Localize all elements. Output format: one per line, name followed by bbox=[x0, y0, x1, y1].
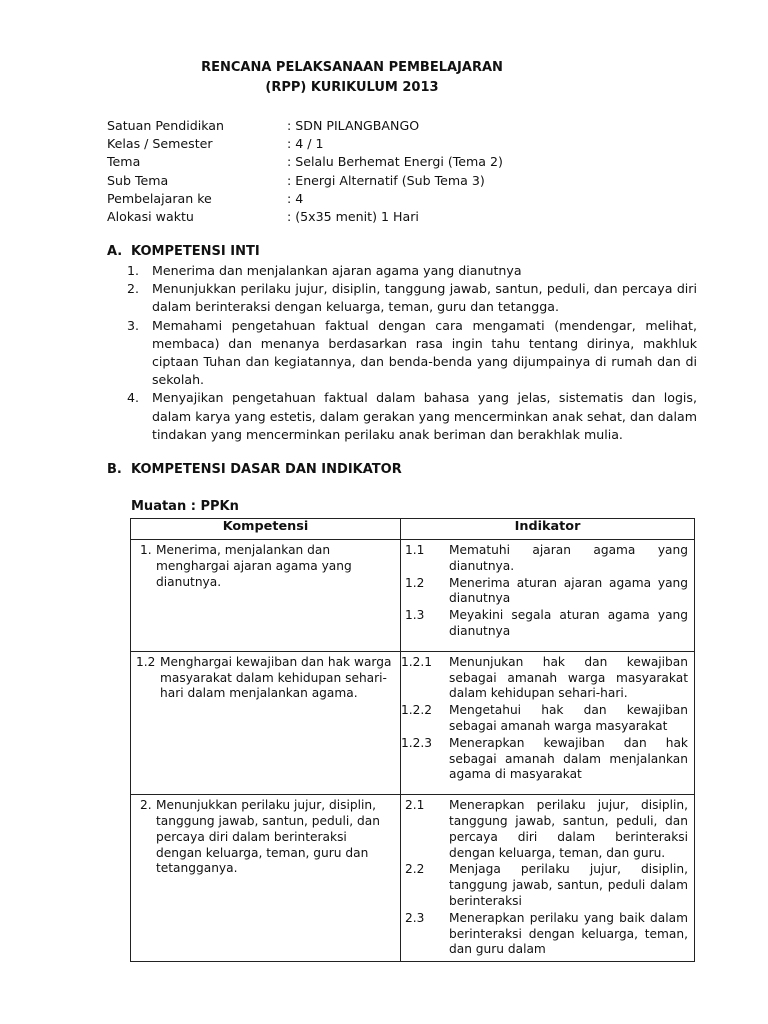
indikator-number: 1.3 bbox=[405, 608, 425, 623]
table-row bbox=[131, 540, 695, 652]
kompetensi-inti-list bbox=[127, 262, 697, 444]
list-item bbox=[127, 280, 697, 316]
list-item bbox=[127, 317, 697, 390]
indikator-item bbox=[405, 543, 688, 575]
table-header-row bbox=[131, 519, 695, 540]
header-indikator: Indikator bbox=[401, 519, 695, 540]
kompetensi-number: 1.2 bbox=[136, 654, 156, 669]
indikator-number: 1.2 bbox=[405, 575, 425, 590]
indikator-text: Mengetahui hak dan kewajiban sebagai amanah warga masyarakat bbox=[449, 703, 688, 733]
kompetensi-text: Menghargai kewajiban dan hak warga masyarakat dalam kehidupan sehari-hari dalam menjalankan agama. bbox=[160, 654, 392, 701]
indikator-item bbox=[401, 735, 688, 783]
info-row bbox=[107, 190, 503, 208]
item-number: 1. bbox=[127, 263, 140, 278]
section-title: KOMPETENSI DASAR DAN INDIKATOR bbox=[131, 462, 402, 477]
item-text: Menyajikan pengetahuan faktual dalam bahasa yang jelas, sistematis dan logis, dalam karya yang estetis, dalam gerakan yang mencerminkan anak sehat, dan dalam tindakan yang mencerminkan perilaku anak beriman dan berakhlak mulia. bbox=[152, 390, 697, 442]
info-value: : Selalu Berhemat Energi (Tema 2) bbox=[287, 154, 503, 170]
indikator-item bbox=[405, 862, 688, 909]
info-label: Alokasi waktu bbox=[107, 208, 194, 224]
info-value: : (5x35 menit) 1 Hari bbox=[287, 208, 419, 224]
section-letter: B. bbox=[107, 462, 122, 477]
info-label: Sub Tema bbox=[107, 172, 169, 188]
muatan-label: Muatan : PPKn bbox=[131, 499, 239, 514]
indikator-number: 2.2 bbox=[405, 862, 425, 877]
kompetensi-cell bbox=[131, 651, 401, 794]
indikator-text: Menjaga perilaku jujur, disiplin, tanggung jawab, santun, peduli dalam berinteraksi bbox=[449, 862, 688, 908]
kompetensi-indikator-table bbox=[130, 518, 695, 962]
info-label: Pembelajaran ke bbox=[107, 190, 212, 206]
item-text: Menerima dan menjalankan ajaran agama yang dianutnya bbox=[152, 263, 522, 278]
indikator-text: Meyakini segala aturan agama yang dianutnya bbox=[449, 608, 688, 638]
kompetensi-item bbox=[136, 543, 392, 590]
item-number: 3. bbox=[127, 317, 140, 333]
kompetensi-number: 1. bbox=[140, 543, 152, 557]
indikator-text: Menunjukan hak dan kewajiban sebagai amanah warga masyarakat dalam kehidupan sehari-hari. bbox=[449, 654, 688, 701]
header-kompetensi: Kompetensi bbox=[131, 519, 401, 540]
table-row bbox=[131, 795, 695, 962]
indikator-item bbox=[405, 576, 688, 608]
indikator-cell bbox=[401, 651, 695, 794]
item-number: 4. bbox=[127, 390, 140, 406]
info-label: Satuan Pendidikan bbox=[107, 118, 224, 133]
item-text: Memahami pengetahuan faktual dengan cara mengamati (mendengar, melihat, membaca) dan menanya berdasarkan rasa ingin tahu tentang dirinya, makhluk ciptaan Tuhan dan kegiatannya, dan benda-benda yang dijumpainya di rumah dan di sekolah. bbox=[152, 317, 697, 388]
kompetensi-item bbox=[136, 798, 392, 877]
section-b-heading bbox=[107, 462, 402, 477]
info-value: : Energi Alternatif (Sub Tema 3) bbox=[287, 172, 485, 188]
indikator-number: 1.2.1 bbox=[401, 654, 433, 669]
indikator-item bbox=[405, 911, 688, 958]
indikator-number: 1.2.3 bbox=[401, 735, 433, 750]
info-value: : SDN PILANGBANGO bbox=[287, 118, 420, 133]
section-a-heading bbox=[107, 244, 260, 259]
kompetensi-text: Menunjukkan perilaku jujur, disiplin, tanggung jawab, santun, peduli, dan percaya diri dalam berinteraksi dengan keluarga, teman, guru dan tetangganya. bbox=[156, 798, 380, 876]
info-value: : 4 bbox=[287, 190, 304, 206]
table-row bbox=[131, 651, 695, 794]
item-number: 2. bbox=[127, 281, 140, 297]
list-item bbox=[127, 389, 697, 444]
indikator-text: Menerima aturan ajaran agama yang dianutnya bbox=[449, 575, 688, 606]
indikator-item bbox=[401, 703, 688, 735]
indikator-item bbox=[405, 608, 688, 640]
section-title: KOMPETENSI INTI bbox=[131, 244, 260, 259]
kompetensi-item bbox=[136, 655, 392, 702]
info-row bbox=[107, 172, 503, 190]
indikator-cell bbox=[401, 795, 695, 962]
indikator-text: Menerapkan perilaku yang baik dalam berinteraksi dengan keluarga, teman, dan guru dalam bbox=[449, 910, 688, 957]
indikator-text: Mematuhi ajaran agama yang dianutnya. bbox=[449, 543, 688, 573]
info-label: Kelas / Semester bbox=[107, 136, 213, 152]
kompetensi-cell bbox=[131, 795, 401, 962]
document-title-line-1: RENCANA PELAKSANAAN PEMBELAJARAN bbox=[201, 60, 503, 75]
list-item bbox=[127, 262, 697, 280]
indikator-text: Menerapkan kewajiban dan hak sebagai amanah dalam menjalankan agama di masyarakat bbox=[449, 735, 688, 782]
item-text: Menunjukkan perilaku jujur, disiplin, tanggung jawab, santun, peduli, dan percaya diri dalam berinteraksi dengan keluarga, teman, guru dan tetangga. bbox=[152, 281, 697, 315]
info-row bbox=[107, 208, 503, 226]
identity-table bbox=[107, 117, 503, 226]
indikator-item bbox=[401, 654, 688, 702]
indikator-number: 2.3 bbox=[405, 910, 425, 925]
kompetensi-number: 2. bbox=[140, 798, 152, 813]
indikator-item bbox=[405, 798, 688, 861]
indikator-number: 2.1 bbox=[405, 798, 425, 813]
section-letter: A. bbox=[107, 244, 123, 259]
kompetensi-cell bbox=[131, 540, 401, 652]
info-row bbox=[107, 153, 503, 171]
indikator-number: 1.2.2 bbox=[401, 703, 433, 718]
indikator-number: 1.1 bbox=[405, 543, 425, 557]
info-row bbox=[107, 117, 503, 135]
info-row bbox=[107, 135, 503, 153]
kompetensi-text: Menerima, menjalankan dan menghargai ajaran agama yang dianutnya. bbox=[156, 543, 352, 589]
document-title-line-2: (RPP) KURIKULUM 2013 bbox=[265, 80, 439, 95]
indikator-text: Menerapkan perilaku jujur, disiplin, tanggung jawab, santun, peduli, dan percaya diri dalam berinteraksi dengan keluarga, teman, dan guru. bbox=[449, 798, 688, 860]
info-label: Tema bbox=[107, 154, 141, 170]
indikator-cell bbox=[401, 540, 695, 652]
info-value: : 4 / 1 bbox=[287, 136, 324, 152]
